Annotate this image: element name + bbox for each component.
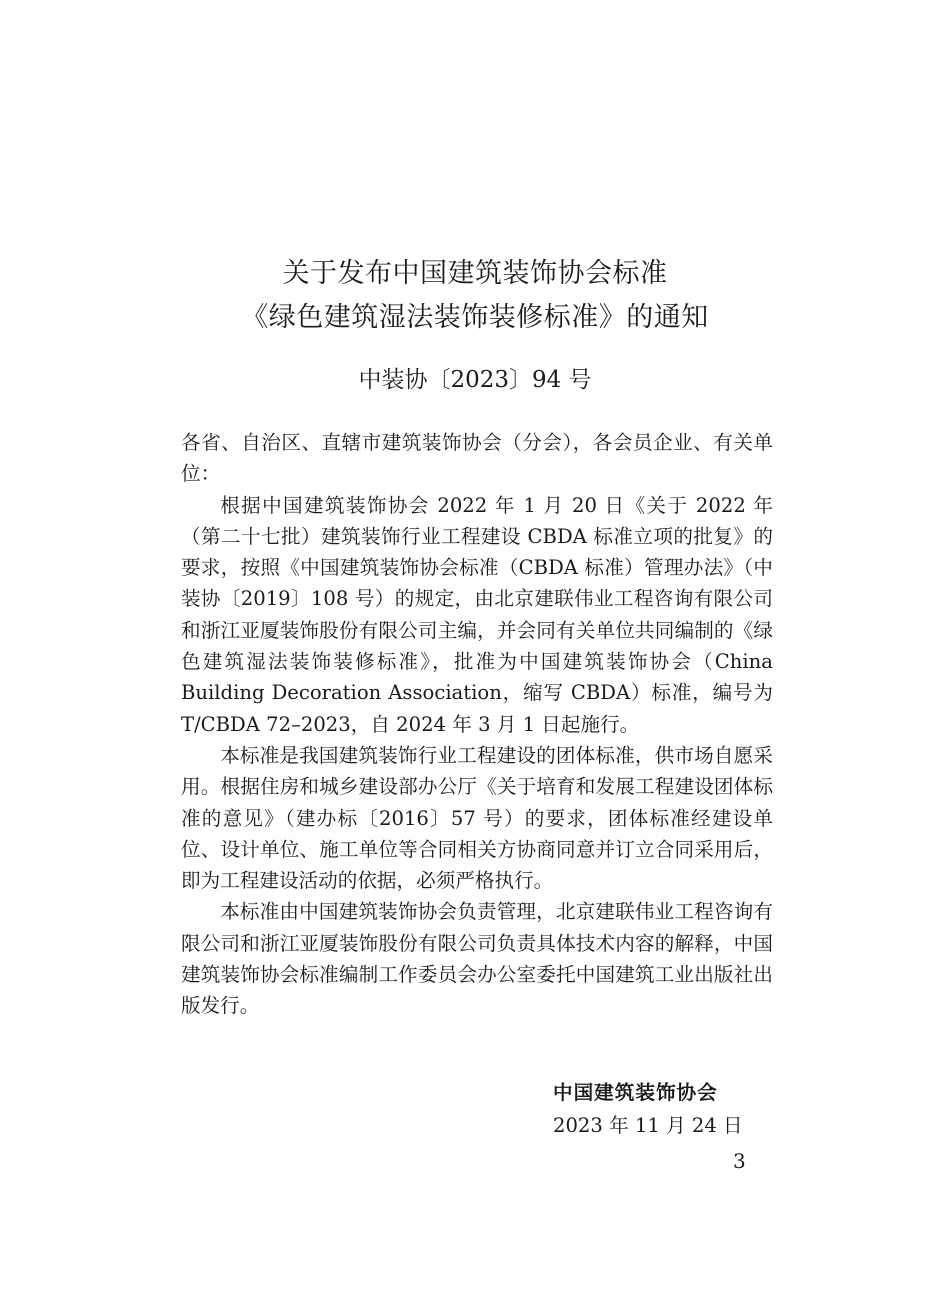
signature-organization: 中国建筑装饰协会 — [553, 1081, 718, 1104]
page-number: 3 — [733, 1149, 746, 1173]
salutation: 各省、自治区、直辖市建筑装饰协会（分会），各会员企业、有关单位： — [181, 431, 773, 486]
title-line-1: 关于发布中国建筑装饰协会标准 — [282, 258, 668, 289]
body-paragraph-1: 根据中国建筑装饰协会 2022 年 1 月 20 日《关于 2022 年（第二十七批）建筑装饰行业工程建设 CBDA 标准立项的批复》的要求，按照《中国建筑装饰协会标准（CBDA 标准）管理办法》（中装协〔2019〕108 号）的规定，由北京建联伟业工程咨询有限公司和浙江亚厦装饰股份有限公司主编，并会同有关单位共同编制的《绿色建筑湿法装饰装修标准》，批准为中国建筑装饰协会（China Building Decoration Association，缩写 CBDA）标准，编号为 T/CBDA 72–2023，自 2024 年 3 月 1 日起施行。 — [181, 493, 773, 736]
notice-title — [150, 252, 800, 340]
body-paragraph-3: 本标准由中国建筑装饰协会负责管理，北京建联伟业工程咨询有限公司和浙江亚厦装饰股份有限公司负责具体技术内容的解释，中国建筑装饰协会标准编制工作委员会办公室委托中国建筑工业出版社出版发行。 — [181, 900, 773, 1018]
signature-date: 2023 年 11 月 24 日 — [553, 1114, 743, 1137]
body-paragraph-2: 本标准是我国建筑装饰行业工程建设的团体标准，供市场自愿采用。根据住房和城乡建设部办公厅《关于培育和发展工程建设团体标准的意见》（建办标〔2016〕57 号）的要求，团体标准经建设单位、设计单位、施工单位等合同相关方协商同意并订立合同采用后，即为工程建设活动的依据，必须严格执行。 — [181, 743, 773, 893]
document-number: 中装协〔2023〕94 号 — [358, 367, 592, 393]
signature-block — [553, 1076, 743, 1142]
title-line-2: 《绿色建筑湿法装饰装修标准》的通知 — [241, 302, 709, 333]
notice-body — [181, 427, 773, 1022]
